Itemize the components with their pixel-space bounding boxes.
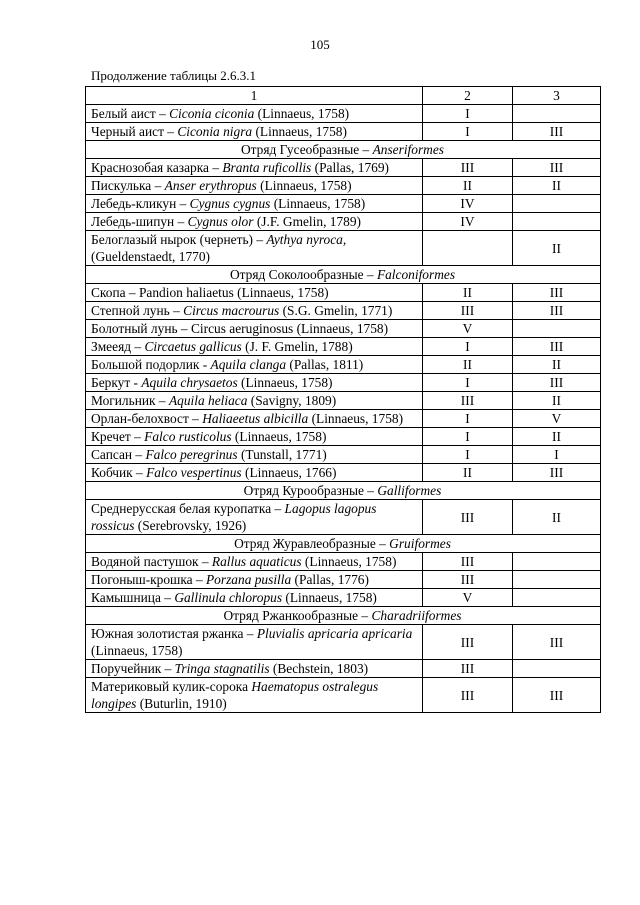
- species-common-name: Орлан-белохвост –: [91, 411, 203, 426]
- species-latin-name: Gallinula chloropus: [174, 590, 283, 605]
- species-row: [86, 105, 601, 123]
- status-category-cell: II: [423, 464, 513, 482]
- status-category-cell: [513, 571, 601, 589]
- species-author: (Tunstall, 1771): [237, 447, 327, 462]
- status-category-cell: IV: [423, 213, 513, 231]
- status-category-cell: III: [513, 464, 601, 482]
- species-common-name: Болотный лунь – Circus aeruginosus (Linnaeus, 1758): [91, 321, 389, 336]
- species-row: [86, 571, 601, 589]
- species-row: [86, 660, 601, 678]
- species-row: [86, 356, 601, 374]
- species-latin-name: Haliaeetus albicilla: [202, 411, 309, 426]
- species-name-cell: [86, 446, 423, 464]
- species-row: [86, 410, 601, 428]
- species-author: (Gueldenstaedt, 1770): [91, 249, 210, 264]
- status-category-cell: IV: [423, 195, 513, 213]
- status-category-cell: III: [513, 284, 601, 302]
- species-common-name: Беркут -: [91, 375, 142, 390]
- species-name-cell: [86, 428, 423, 446]
- species-common-name: Среднерусская белая куропатка –: [91, 501, 285, 516]
- species-latin-name: Circus macrourus: [183, 303, 280, 318]
- status-category-cell: [423, 231, 513, 266]
- species-name-cell: [86, 302, 423, 320]
- species-row: [86, 446, 601, 464]
- species-row: [86, 392, 601, 410]
- species-row: [86, 302, 601, 320]
- species-latin-name: Tringa stagnatilis: [174, 661, 270, 676]
- species-name-cell: [86, 374, 423, 392]
- order-group-row: [86, 266, 601, 284]
- status-category-cell: I: [423, 123, 513, 141]
- species-name-cell: [86, 320, 423, 338]
- species-author: (J.F. Gmelin, 1789): [253, 214, 362, 229]
- species-author: (Linnaeus, 1758): [252, 124, 347, 139]
- species-common-name: Белоглазый нырок (чернеть) –: [91, 232, 267, 247]
- status-category-cell: II: [423, 356, 513, 374]
- order-group-row: [86, 535, 601, 553]
- status-category-cell: III: [423, 159, 513, 177]
- species-common-name: Скопа – Pandion haliaetus (Linnaeus, 1758): [91, 285, 329, 300]
- species-row: [86, 625, 601, 660]
- species-row: [86, 553, 601, 571]
- species-latin-name: Circaetus gallicus: [144, 339, 242, 354]
- status-category-cell: I: [423, 446, 513, 464]
- order-group-row: [86, 482, 601, 500]
- species-row: [86, 500, 601, 535]
- species-common-name: Краснозобая казарка –: [91, 160, 223, 175]
- species-common-name: Лебедь-кликун –: [91, 196, 190, 211]
- species-latin-name: Falco peregrinus: [145, 447, 238, 462]
- header-col-2: 2: [423, 87, 513, 105]
- order-name: Отряд Ржанкообразные –: [223, 608, 372, 623]
- species-common-name: Южная золотистая ржанка –: [91, 626, 257, 641]
- status-category-cell: II: [513, 356, 601, 374]
- order-latin-name: Gruiformes: [389, 536, 451, 551]
- status-category-cell: II: [513, 428, 601, 446]
- species-name-cell: [86, 105, 423, 123]
- species-row: [86, 464, 601, 482]
- species-author: (Buturlin, 1910): [136, 696, 227, 711]
- species-author: (Savigny, 1809): [247, 393, 337, 408]
- species-name-cell: [86, 356, 423, 374]
- status-category-cell: I: [423, 428, 513, 446]
- status-category-cell: III: [513, 338, 601, 356]
- species-author: (Linnaeus, 1758): [237, 375, 333, 390]
- species-latin-name: Aquila chrysaetos: [141, 375, 238, 390]
- status-category-cell: II: [423, 284, 513, 302]
- status-category-cell: III: [423, 392, 513, 410]
- status-category-cell: I: [423, 374, 513, 392]
- species-name-cell: [86, 464, 423, 482]
- status-category-cell: I: [423, 105, 513, 123]
- species-common-name: Водяной пастушок –: [91, 554, 212, 569]
- status-category-cell: III: [513, 678, 601, 713]
- species-latin-name: Ciconia ciconia: [169, 106, 255, 121]
- status-category-cell: II: [423, 177, 513, 195]
- species-common-name: Могильник –: [91, 393, 169, 408]
- order-group-row: [86, 141, 601, 159]
- species-author: (Bechstein, 1803): [269, 661, 369, 676]
- order-latin-name: Galliformes: [377, 483, 442, 498]
- species-author: (Linnaeus, 1758): [91, 643, 183, 658]
- species-common-name: Погоныш-крошка –: [91, 572, 206, 587]
- species-row: [86, 428, 601, 446]
- order-group-cell: [86, 266, 601, 284]
- status-category-cell: V: [513, 410, 601, 428]
- species-latin-name: Rallus aquaticus: [211, 554, 302, 569]
- species-latin-name: Cygnus olor: [187, 214, 254, 229]
- status-category-cell: III: [513, 123, 601, 141]
- status-category-cell: III: [513, 159, 601, 177]
- species-row: [86, 374, 601, 392]
- species-common-name: Белый аист –: [91, 106, 170, 121]
- species-author: (Linnaeus, 1758): [282, 590, 377, 605]
- order-name: Отряд Гусеобразные –: [240, 142, 373, 157]
- species-row: [86, 231, 601, 266]
- status-category-cell: [513, 105, 601, 123]
- species-name-cell: [86, 500, 423, 535]
- species-common-name: Большой подорлик -: [91, 357, 211, 372]
- species-author: (Linnaeus, 1766): [241, 465, 337, 480]
- species-row: [86, 159, 601, 177]
- status-category-cell: I: [423, 338, 513, 356]
- species-latin-name: Cygnus cygnus: [189, 196, 271, 211]
- species-row: [86, 678, 601, 713]
- species-latin-name: Falco vespertinus: [146, 465, 242, 480]
- species-common-name: Сапсан –: [91, 447, 146, 462]
- status-category-cell: I: [423, 410, 513, 428]
- status-category-cell: [513, 213, 601, 231]
- species-common-name: Змееяд –: [91, 339, 145, 354]
- order-name: Отряд Курообразные –: [243, 483, 378, 498]
- species-row: [86, 589, 601, 607]
- species-common-name: Поручейник –: [91, 661, 175, 676]
- species-common-name: Черный аист –: [91, 124, 178, 139]
- status-category-cell: II: [513, 231, 601, 266]
- status-category-cell: II: [513, 177, 601, 195]
- status-category-cell: III: [513, 302, 601, 320]
- species-name-cell: [86, 589, 423, 607]
- status-category-cell: [513, 195, 601, 213]
- species-name-cell: [86, 392, 423, 410]
- species-latin-name: Ciconia nigra: [177, 124, 253, 139]
- species-row: [86, 195, 601, 213]
- species-name-cell: [86, 660, 423, 678]
- order-name: Отряд Соколообразные –: [229, 267, 377, 282]
- species-latin-name: Anser erythropus: [164, 178, 257, 193]
- species-name-cell: [86, 553, 423, 571]
- species-row: [86, 320, 601, 338]
- species-author: (Pallas, 1769): [311, 160, 389, 175]
- species-name-cell: [86, 410, 423, 428]
- species-latin-name: Porzana pusilla: [206, 572, 292, 587]
- species-latin-name: Lagopus lagopus rossicus: [91, 501, 377, 533]
- status-category-cell: [513, 589, 601, 607]
- species-author: (Linnaeus, 1758): [231, 429, 327, 444]
- status-category-cell: III: [423, 302, 513, 320]
- species-latin-name: Aquila clanga: [210, 357, 287, 372]
- table-header-row: [86, 87, 601, 105]
- species-name-cell: [86, 571, 423, 589]
- status-category-cell: [513, 553, 601, 571]
- status-category-cell: I: [513, 446, 601, 464]
- order-group-cell: [86, 607, 601, 625]
- species-row: [86, 284, 601, 302]
- species-row: [86, 338, 601, 356]
- species-name-cell: [86, 678, 423, 713]
- species-name-cell: [86, 338, 423, 356]
- species-author: (S.G. Gmelin, 1771): [279, 303, 393, 318]
- species-common-name: Камышница –: [91, 590, 175, 605]
- page-number: 105: [310, 37, 330, 52]
- species-latin-name: Aquila heliaca: [168, 393, 248, 408]
- species-table: [85, 86, 601, 713]
- order-group-cell: [86, 535, 601, 553]
- table-caption: Продолжение таблицы 2.6.3.1: [91, 68, 256, 83]
- species-author: (Pallas, 1811): [286, 357, 364, 372]
- status-category-cell: III: [423, 571, 513, 589]
- species-name-cell: [86, 177, 423, 195]
- species-name-cell: [86, 195, 423, 213]
- status-category-cell: [513, 320, 601, 338]
- species-name-cell: [86, 625, 423, 660]
- species-latin-name: Aythya nyroca,: [266, 232, 347, 247]
- species-latin-name: Pluvialis apricaria apricaria: [256, 626, 413, 641]
- order-latin-name: Charadriiformes: [371, 608, 462, 623]
- order-latin-name: Anseriformes: [372, 142, 445, 157]
- species-author: (Linnaeus, 1758): [308, 411, 404, 426]
- status-category-cell: III: [513, 374, 601, 392]
- status-category-cell: III: [423, 625, 513, 660]
- status-category-cell: V: [423, 320, 513, 338]
- species-common-name: Степной лунь –: [91, 303, 184, 318]
- status-category-cell: III: [423, 660, 513, 678]
- order-latin-name: Falconiformes: [376, 267, 456, 282]
- species-author: (Linnaeus, 1758): [256, 178, 352, 193]
- species-author: (Serebrovsky, 1926): [134, 518, 247, 533]
- species-latin-name: Falco rusticolus: [144, 429, 232, 444]
- order-group-row: [86, 607, 601, 625]
- species-row: [86, 177, 601, 195]
- species-author: (Linnaeus, 1758): [301, 554, 397, 569]
- species-row: [86, 213, 601, 231]
- status-category-cell: V: [423, 589, 513, 607]
- header-col-1: 1: [86, 87, 423, 105]
- species-common-name: Пискулька –: [91, 178, 165, 193]
- status-category-cell: III: [423, 678, 513, 713]
- species-author: (J. F. Gmelin, 1788): [241, 339, 353, 354]
- status-category-cell: III: [423, 553, 513, 571]
- order-group-cell: [86, 141, 601, 159]
- species-row: [86, 123, 601, 141]
- species-author: (Linnaeus, 1758): [270, 196, 366, 211]
- species-latin-name: Branta ruficollis: [222, 160, 312, 175]
- species-name-cell: [86, 159, 423, 177]
- species-author: (Pallas, 1776): [291, 572, 369, 587]
- status-category-cell: III: [423, 500, 513, 535]
- status-category-cell: [513, 660, 601, 678]
- species-latin-name: Haematopus ostralegus longipes: [91, 679, 379, 711]
- species-name-cell: [86, 231, 423, 266]
- species-name-cell: [86, 213, 423, 231]
- status-category-cell: III: [513, 625, 601, 660]
- species-common-name: Кобчик –: [91, 465, 147, 480]
- species-name-cell: [86, 284, 423, 302]
- species-name-cell: [86, 123, 423, 141]
- species-common-name: Кречет –: [91, 429, 145, 444]
- species-common-name: Материковый кулик-сорока: [91, 679, 252, 694]
- order-name: Отряд Журавлеобразные –: [234, 536, 390, 551]
- species-common-name: Лебедь-шипун –: [91, 214, 188, 229]
- status-category-cell: II: [513, 392, 601, 410]
- species-author: (Linnaeus, 1758): [254, 106, 350, 121]
- order-group-cell: [86, 482, 601, 500]
- status-category-cell: II: [513, 500, 601, 535]
- header-col-3: 3: [513, 87, 601, 105]
